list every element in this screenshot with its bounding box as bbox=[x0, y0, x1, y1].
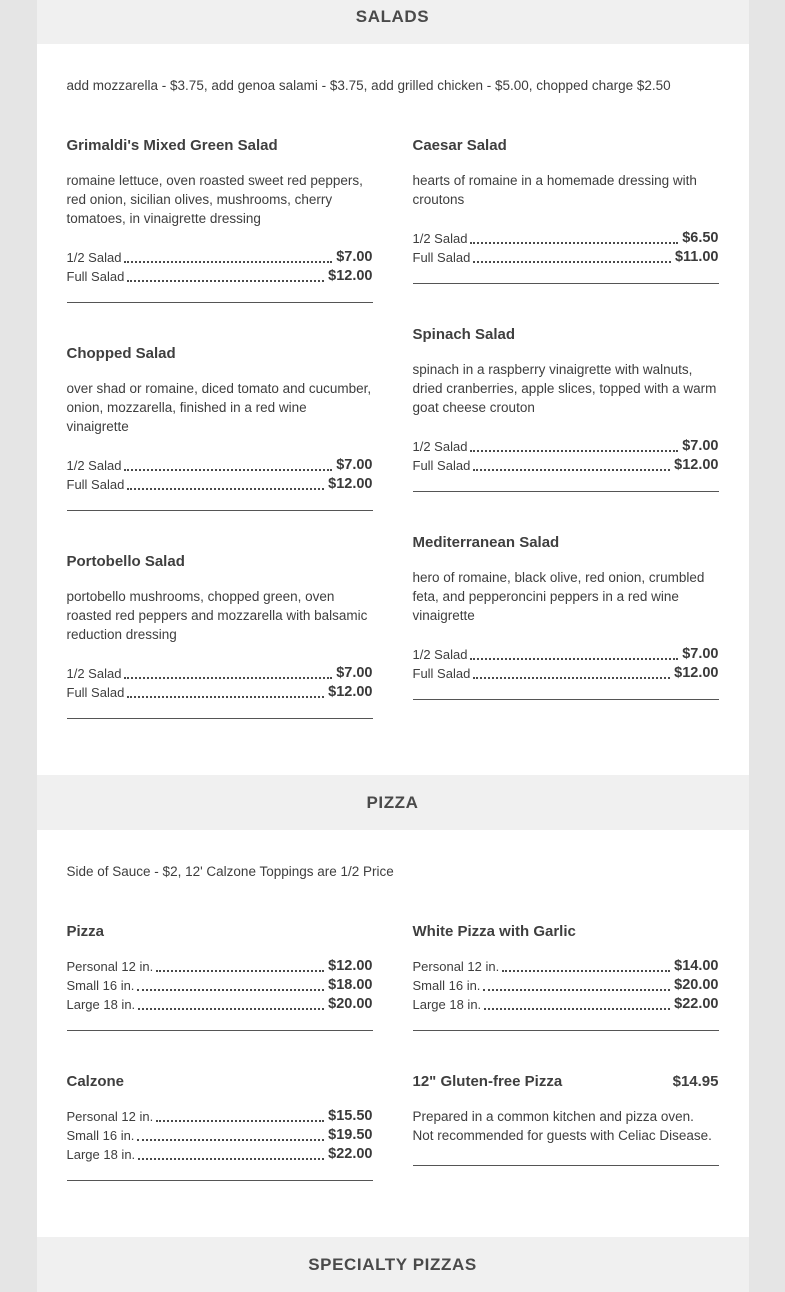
item-divider bbox=[67, 302, 373, 303]
price-label: Small 16 in. bbox=[66, 1128, 135, 1143]
price-row bbox=[67, 664, 373, 683]
price-label: 1/2 Salad bbox=[66, 458, 122, 473]
price-label: Full Salad bbox=[412, 666, 471, 681]
item-divider bbox=[67, 1180, 373, 1181]
price-list bbox=[413, 645, 719, 683]
menu-root bbox=[37, 0, 749, 1292]
item-header bbox=[413, 923, 719, 940]
item-header bbox=[67, 137, 373, 154]
price-label: Large 18 in. bbox=[66, 997, 136, 1012]
price-value: $14.00 bbox=[674, 958, 719, 974]
dotted-leader bbox=[138, 1158, 324, 1160]
price-row bbox=[67, 475, 373, 494]
item-header bbox=[67, 923, 373, 940]
price-value: $18.00 bbox=[328, 977, 373, 993]
item-header bbox=[413, 326, 719, 343]
price-list bbox=[413, 437, 719, 475]
item-name: Spinach Salad bbox=[412, 326, 516, 343]
section-band-specialty-pizzas bbox=[37, 1237, 749, 1292]
price-label: Full Salad bbox=[66, 685, 125, 700]
price-value: $20.00 bbox=[328, 996, 373, 1012]
price-value: $7.00 bbox=[682, 646, 719, 662]
price-label: Small 16 in. bbox=[66, 978, 135, 993]
price-row bbox=[413, 995, 719, 1014]
item-description: hero of romaine, black olive, red onion, crumbled feta, and pepperoncini peppers in a red wine vinaigrette bbox=[412, 570, 705, 623]
price-label: Full Salad bbox=[412, 250, 471, 265]
dotted-leader bbox=[473, 469, 670, 471]
price-label: 1/2 Salad bbox=[66, 250, 122, 265]
price-row bbox=[67, 456, 373, 475]
item-description: spinach in a raspberry vinaigrette with walnuts, dried cranberries, apple slices, topped with a warm goat cheese crouton bbox=[412, 362, 717, 415]
item-divider bbox=[413, 491, 719, 492]
item-name: Chopped Salad bbox=[66, 345, 176, 362]
item-name: Calzone bbox=[66, 1073, 125, 1090]
price-value: $22.00 bbox=[328, 1146, 373, 1162]
price-row bbox=[67, 1126, 373, 1145]
price-value: $7.00 bbox=[336, 665, 373, 681]
price-label: Personal 12 in. bbox=[66, 1109, 154, 1124]
menu-column-1 bbox=[67, 923, 373, 1223]
section-note: Side of Sauce - $2, 12' Calzone Toppings are 1/2 Price bbox=[66, 864, 394, 879]
price-value: $20.00 bbox=[674, 977, 719, 993]
price-row bbox=[67, 995, 373, 1014]
item-name: Pizza bbox=[66, 923, 105, 940]
item-name: White Pizza with Garlic bbox=[412, 923, 576, 940]
price-row bbox=[67, 1145, 373, 1164]
section-band-salads bbox=[37, 0, 749, 44]
section-note: add mozzarella - $3.75, add genoa salami - $3.75, add grilled chicken - $5.00, chopped charge $2.50 bbox=[66, 78, 671, 93]
price-value: $11.00 bbox=[674, 249, 719, 265]
item-description: portobello mushrooms, chopped green, oven roasted red peppers and mozzarella with balsamic reduction dressing bbox=[66, 589, 368, 642]
menu-column-1 bbox=[67, 137, 373, 761]
dotted-leader bbox=[127, 696, 324, 698]
price-row bbox=[413, 456, 719, 475]
price-label: Large 18 in. bbox=[66, 1147, 136, 1162]
menu-item-white-pizza-with-garlic bbox=[413, 923, 719, 1031]
dotted-leader bbox=[483, 989, 670, 991]
menu-item-chopped-salad bbox=[67, 345, 373, 511]
price-label: Large 18 in. bbox=[412, 997, 482, 1012]
price-row bbox=[413, 957, 719, 976]
dotted-leader bbox=[470, 658, 678, 660]
dotted-leader bbox=[124, 677, 332, 679]
item-name: 12" Gluten-free Pizza bbox=[412, 1073, 563, 1090]
menu-columns bbox=[67, 923, 719, 1223]
dotted-leader bbox=[484, 1008, 670, 1010]
price-list bbox=[67, 248, 373, 286]
item-header bbox=[413, 534, 719, 551]
item-divider bbox=[413, 699, 719, 700]
item-divider bbox=[413, 1165, 719, 1166]
menu-item-spinach-salad bbox=[413, 326, 719, 492]
price-row bbox=[413, 976, 719, 995]
dotted-leader bbox=[473, 677, 670, 679]
item-description: over shad or romaine, diced tomato and cucumber, onion, mozzarella, finished in a red wine vinaigrette bbox=[66, 381, 372, 434]
price-label: Personal 12 in. bbox=[66, 959, 154, 974]
price-value: $12.00 bbox=[674, 457, 719, 473]
menu-item-portobello-salad bbox=[67, 553, 373, 719]
item-header bbox=[67, 553, 373, 570]
menu-item-mediterranean-salad bbox=[413, 534, 719, 700]
menu-item-pizza bbox=[67, 923, 373, 1031]
item-name: Portobello Salad bbox=[66, 553, 185, 570]
price-row bbox=[413, 229, 719, 248]
item-divider bbox=[67, 510, 373, 511]
item-description: hearts of romaine in a homemade dressing with croutons bbox=[412, 173, 697, 207]
item-header bbox=[413, 1073, 719, 1090]
price-value: $7.00 bbox=[336, 249, 373, 265]
section-band-pizza bbox=[37, 775, 749, 830]
price-list bbox=[67, 957, 373, 1014]
dotted-leader bbox=[156, 1120, 324, 1122]
price-value: $22.00 bbox=[674, 996, 719, 1012]
section-body-salads bbox=[37, 44, 749, 775]
price-label: Personal 12 in. bbox=[412, 959, 500, 974]
item-header bbox=[67, 345, 373, 362]
price-list bbox=[413, 957, 719, 1014]
price-row bbox=[67, 957, 373, 976]
item-description: Prepared in a common kitchen and pizza oven. Not recommended for guests with Celiac Disease. bbox=[412, 1109, 712, 1143]
dotted-leader bbox=[137, 989, 324, 991]
menu-column-2 bbox=[413, 923, 719, 1223]
price-label: 1/2 Salad bbox=[412, 647, 468, 662]
price-list bbox=[67, 1107, 373, 1164]
section-title-specialty-pizzas: SPECIALTY PIZZAS bbox=[308, 1254, 477, 1274]
price-label: Small 16 in. bbox=[412, 978, 481, 993]
price-row bbox=[67, 976, 373, 995]
price-label: 1/2 Salad bbox=[412, 231, 468, 246]
price-value: $12.00 bbox=[328, 684, 373, 700]
price-row bbox=[67, 683, 373, 702]
item-divider bbox=[67, 718, 373, 719]
price-label: Full Salad bbox=[412, 458, 471, 473]
dotted-leader bbox=[473, 261, 671, 263]
section-title-salads: SALADS bbox=[355, 6, 430, 26]
price-row bbox=[67, 248, 373, 267]
dotted-leader bbox=[127, 488, 324, 490]
price-list bbox=[67, 664, 373, 702]
dotted-leader bbox=[124, 261, 332, 263]
item-header-price: $14.95 bbox=[672, 1073, 719, 1090]
menu-item-caesar-salad bbox=[413, 137, 719, 284]
price-value: $19.50 bbox=[328, 1127, 373, 1143]
dotted-leader bbox=[137, 1139, 324, 1141]
price-row bbox=[67, 267, 373, 286]
dotted-leader bbox=[470, 450, 678, 452]
dotted-leader bbox=[470, 242, 678, 244]
price-value: $12.00 bbox=[674, 665, 719, 681]
price-row bbox=[413, 645, 719, 664]
price-row bbox=[67, 1107, 373, 1126]
price-label: 1/2 Salad bbox=[412, 439, 468, 454]
price-value: $7.00 bbox=[336, 457, 373, 473]
menu-column-2 bbox=[413, 137, 719, 761]
menu-item-grimaldi-s-mixed-green-salad bbox=[67, 137, 373, 303]
menu-item-calzone bbox=[67, 1073, 373, 1181]
item-name: Caesar Salad bbox=[412, 137, 507, 154]
price-value: $7.00 bbox=[682, 438, 719, 454]
price-list bbox=[413, 229, 719, 267]
price-label: 1/2 Salad bbox=[66, 666, 122, 681]
item-name: Grimaldi's Mixed Green Salad bbox=[66, 137, 278, 154]
section-body-pizza bbox=[37, 830, 749, 1237]
item-header bbox=[67, 1073, 373, 1090]
price-row bbox=[413, 437, 719, 456]
price-row bbox=[413, 248, 719, 267]
item-name: Mediterranean Salad bbox=[412, 534, 560, 551]
dotted-leader bbox=[124, 469, 332, 471]
dotted-leader bbox=[502, 970, 670, 972]
menu-columns bbox=[67, 137, 719, 761]
section-title-pizza: PIZZA bbox=[366, 792, 419, 812]
item-divider bbox=[413, 283, 719, 284]
price-value: $12.00 bbox=[328, 268, 373, 284]
price-label: Full Salad bbox=[66, 269, 125, 284]
price-value: $6.50 bbox=[682, 230, 719, 246]
menu-item-12-gluten-free-pizza bbox=[413, 1073, 719, 1166]
price-value: $12.00 bbox=[328, 476, 373, 492]
dotted-leader bbox=[156, 970, 324, 972]
dotted-leader bbox=[138, 1008, 324, 1010]
item-header bbox=[413, 137, 719, 154]
item-divider bbox=[413, 1030, 719, 1031]
item-divider bbox=[67, 1030, 373, 1031]
price-value: $15.50 bbox=[328, 1108, 373, 1124]
price-label: Full Salad bbox=[66, 477, 125, 492]
price-list bbox=[67, 456, 373, 494]
dotted-leader bbox=[127, 280, 324, 282]
item-description: romaine lettuce, oven roasted sweet red peppers, red onion, sicilian olives, mushrooms, cherry tomatoes, in vinaigrette dressing bbox=[66, 173, 363, 226]
price-value: $12.00 bbox=[328, 958, 373, 974]
price-row bbox=[413, 664, 719, 683]
